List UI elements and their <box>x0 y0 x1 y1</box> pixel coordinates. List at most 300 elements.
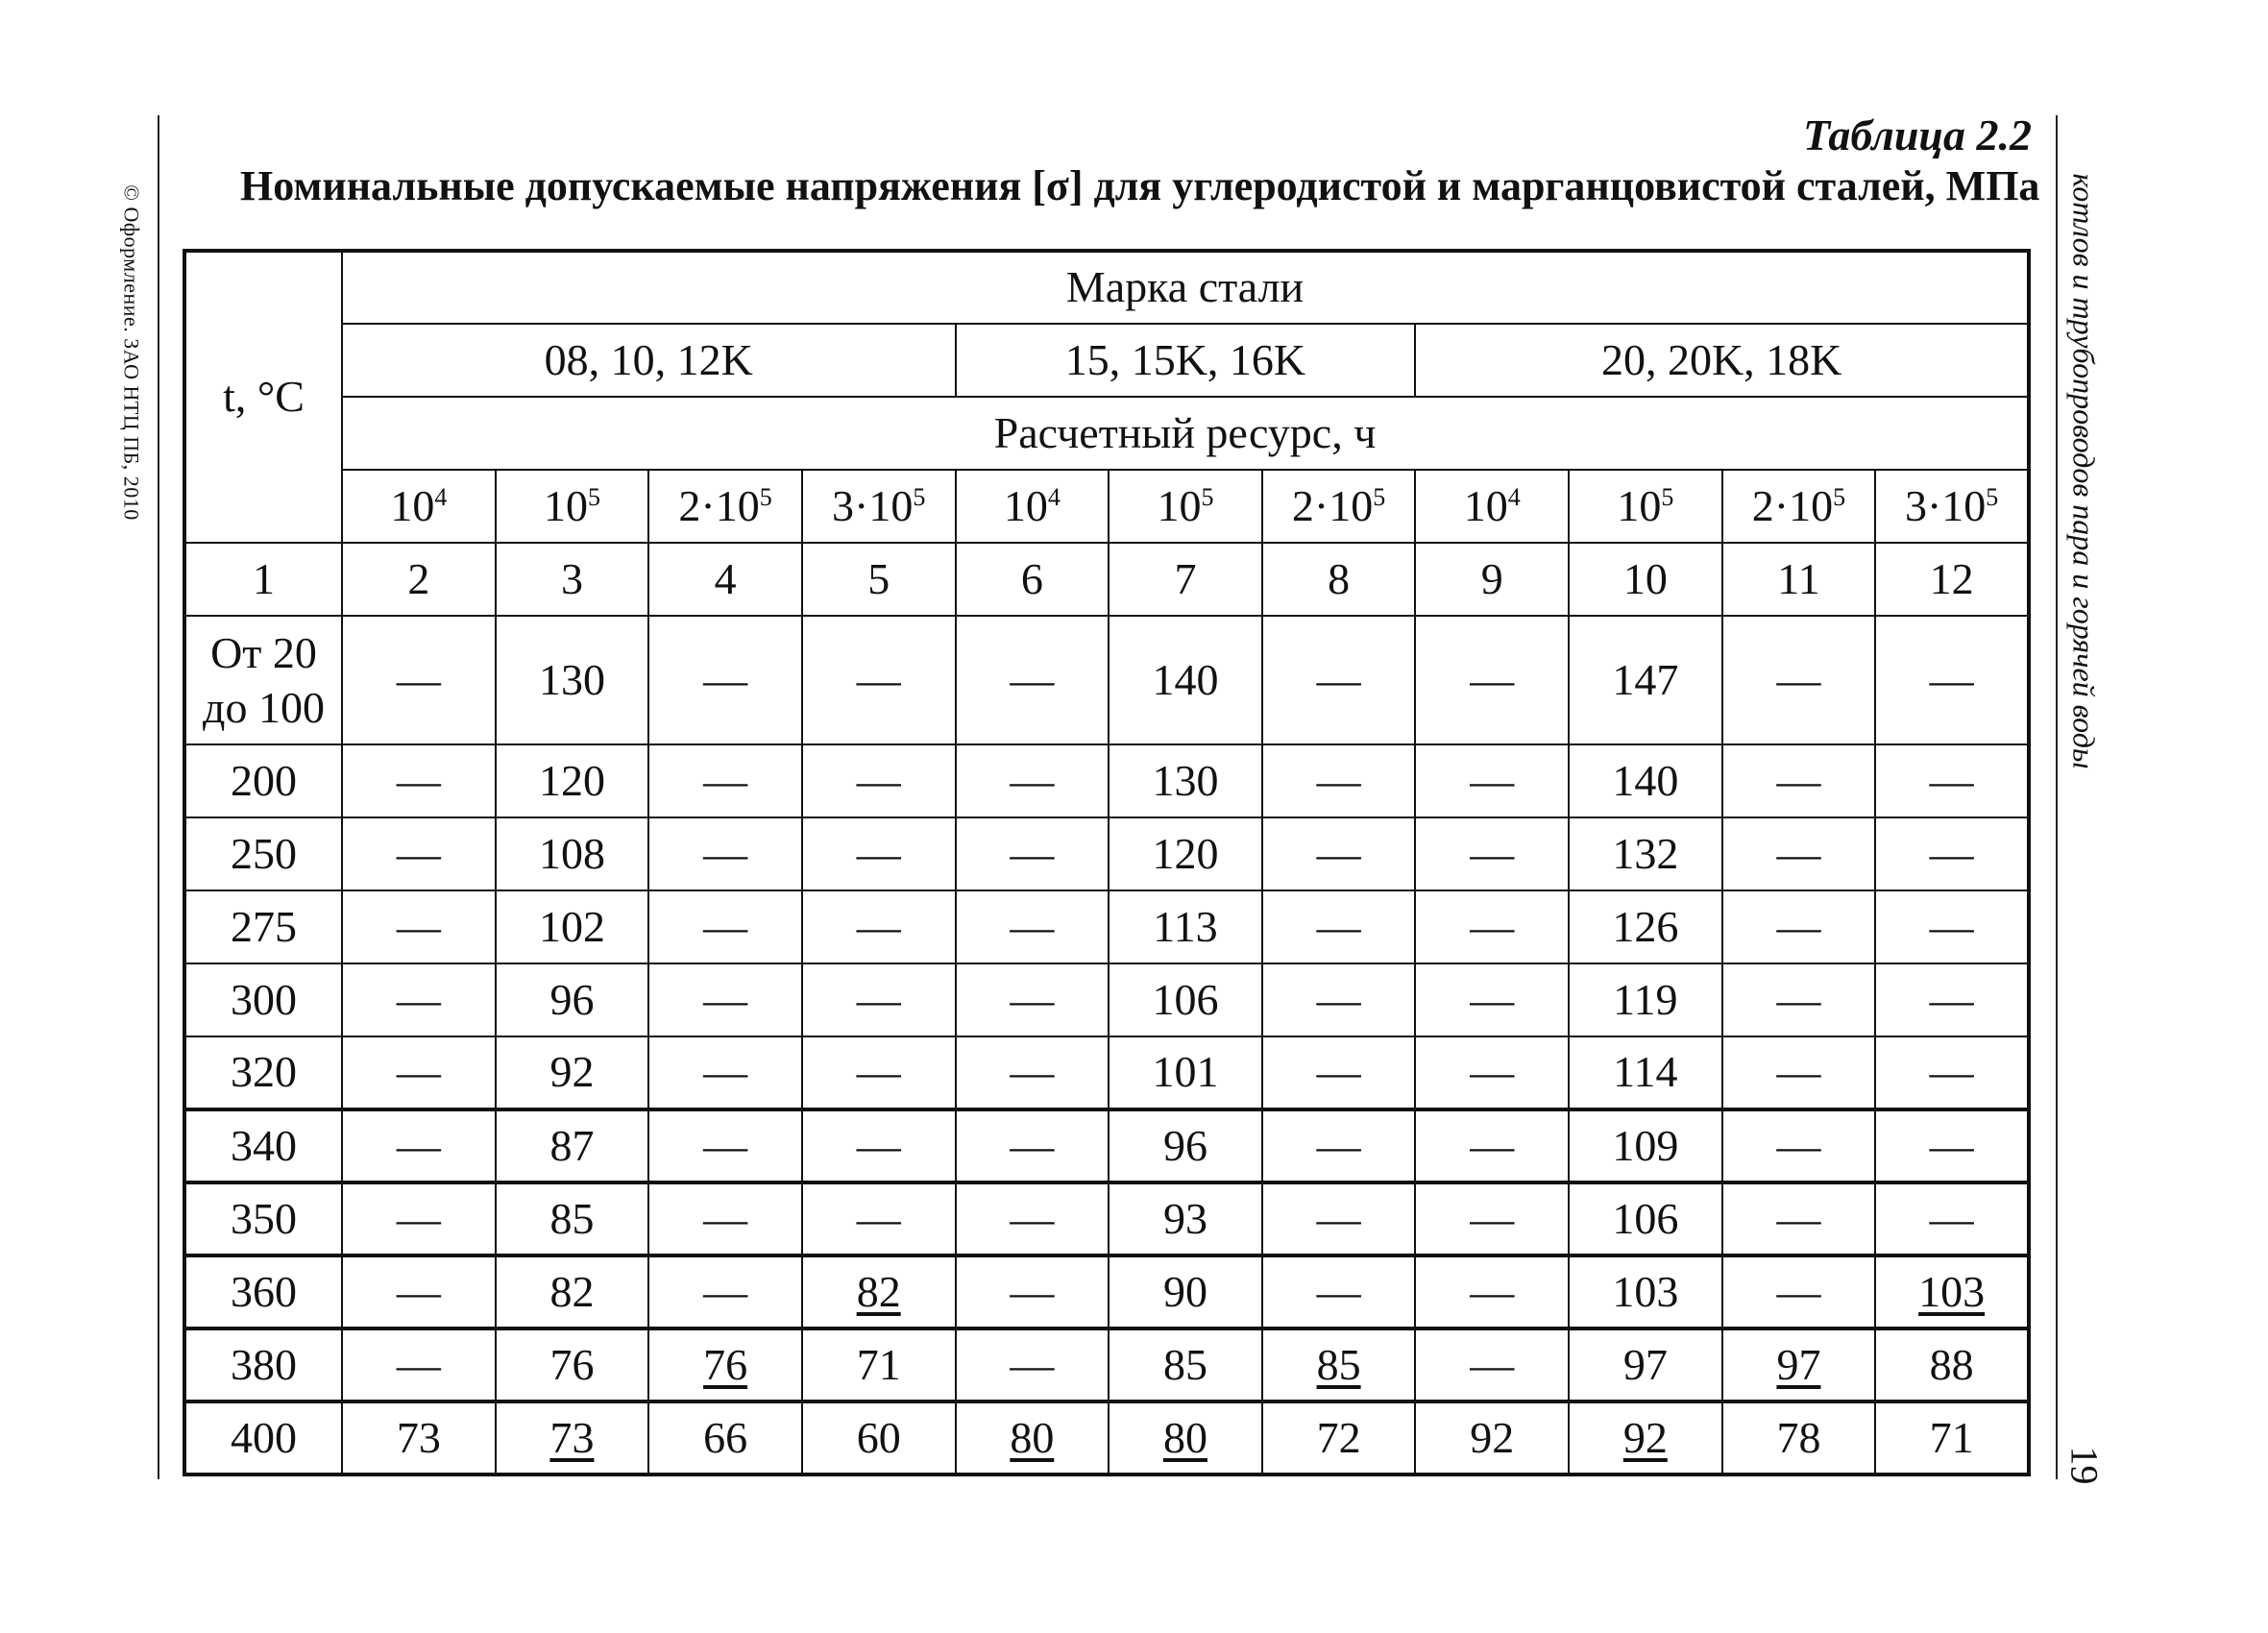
stress-value: 101 <box>1152 1047 1219 1097</box>
copyright-text: © Оформление. ЗАО НТЦ ПБ, 2010 <box>120 184 144 521</box>
stress-value-cell <box>1109 1182 1262 1255</box>
stress-value-cell <box>802 1401 956 1475</box>
table-row <box>184 1401 2029 1475</box>
column-number: 1 <box>184 543 342 616</box>
stress-value: 130 <box>1152 755 1219 805</box>
stress-value-cell <box>648 963 802 1036</box>
stress-value: — <box>856 1047 901 1097</box>
stress-value-cell <box>342 744 496 817</box>
stress-value: — <box>856 1193 901 1243</box>
stress-value: — <box>1010 654 1055 704</box>
temperature-cell: 200 <box>184 744 342 817</box>
stress-value-cell <box>1722 1255 1876 1328</box>
resource-base: 10 <box>1157 480 1202 530</box>
stress-value-cell <box>1722 1036 1876 1109</box>
stress-value-cell <box>648 890 802 963</box>
stress-value: 78 <box>1776 1412 1821 1462</box>
copyright-note <box>117 122 146 583</box>
stress-value-cell <box>802 616 956 744</box>
stress-value: — <box>1929 828 1974 878</box>
stress-value: 85 <box>549 1193 595 1243</box>
stress-value-cell <box>496 890 649 963</box>
stress-value-cell <box>1722 963 1876 1036</box>
stress-value-cell <box>648 1255 802 1328</box>
stress-value-cell <box>1262 817 1416 890</box>
stress-value-cell <box>802 963 956 1036</box>
stress-value: 126 <box>1612 901 1679 951</box>
stress-value-cell <box>802 1109 956 1182</box>
column-number: 8 <box>1262 543 1416 616</box>
stress-value: — <box>1776 1120 1821 1170</box>
resource-col-header <box>1875 470 2029 543</box>
stress-value: — <box>856 901 901 951</box>
stress-value-cell <box>1262 616 1416 744</box>
stress-value: — <box>1316 1193 1361 1243</box>
stress-value: 73 <box>396 1412 441 1462</box>
stress-value-cell <box>1262 1036 1416 1109</box>
resource-col-header <box>1722 470 1876 543</box>
resource-col-header <box>342 470 496 543</box>
temperature-cell: 275 <box>184 890 342 963</box>
stress-value: 76 <box>549 1339 595 1389</box>
stress-value: — <box>1316 828 1361 878</box>
stress-value: 132 <box>1612 828 1679 878</box>
stress-value-cell <box>342 963 496 1036</box>
table-title: Номинальные допускаемые напряжения [σ] для углеродистой и марганцовистой сталей, МПа <box>240 162 2040 209</box>
table-row <box>184 817 2029 890</box>
stress-value-cell <box>1262 1255 1416 1328</box>
left-margin-rule <box>158 115 159 1479</box>
table-row <box>184 744 2029 817</box>
stress-value-cell <box>956 1328 1110 1401</box>
column-number: 11 <box>1722 543 1876 616</box>
stress-value-cell <box>802 890 956 963</box>
stress-value-cell <box>1875 1328 2029 1401</box>
stress-value-cell <box>1722 890 1876 963</box>
stress-value: 120 <box>1152 828 1219 878</box>
resource-col-header <box>496 470 649 543</box>
stress-value: — <box>1010 1193 1055 1243</box>
stress-value-cell <box>802 1255 956 1328</box>
stress-value-cell <box>1722 616 1876 744</box>
stress-value: — <box>1470 755 1515 805</box>
stress-value-cell <box>496 1255 649 1328</box>
stress-value-cell <box>956 817 1110 890</box>
stress-value: — <box>703 755 748 805</box>
resource-col-header <box>1109 470 1262 543</box>
temperature-cell: 360 <box>184 1255 342 1328</box>
stress-value-cell <box>1109 1255 1262 1328</box>
stress-value-cell <box>1722 1182 1876 1255</box>
stress-value-cell <box>1875 744 2029 817</box>
stress-value-cell <box>496 616 649 744</box>
stress-value: — <box>856 654 901 704</box>
resource-exponent: 5 <box>1201 482 1214 511</box>
resource-col-header <box>1415 470 1569 543</box>
stress-value-cell <box>648 616 802 744</box>
stress-value: — <box>856 974 901 1024</box>
resource-base: 10 <box>1463 480 1508 530</box>
stress-value: 140 <box>1152 654 1219 704</box>
stress-value: 147 <box>1612 654 1679 704</box>
stress-value-cell <box>496 744 649 817</box>
stress-value: 97 <box>1622 1339 1668 1389</box>
stress-value-cell <box>648 1036 802 1109</box>
resource-base: 10 <box>1003 480 1048 530</box>
stress-value: 85 <box>1162 1339 1207 1389</box>
stress-table <box>183 249 2031 1476</box>
stress-value-cell <box>956 1401 1110 1475</box>
stress-value: 103 <box>1612 1266 1679 1316</box>
stress-value-cell <box>1109 963 1262 1036</box>
stress-value: — <box>1316 1120 1361 1170</box>
resource-col-header <box>648 470 802 543</box>
stress-value-cell <box>956 963 1110 1036</box>
stress-value: — <box>703 974 748 1024</box>
stress-value: 106 <box>1612 1193 1679 1243</box>
stress-value: — <box>856 828 901 878</box>
stress-value: — <box>1929 755 1974 805</box>
stress-value-cell <box>1262 1401 1416 1475</box>
stress-value-cell <box>1722 817 1876 890</box>
stress-value-cell <box>648 817 802 890</box>
stress-value: 85 <box>1316 1339 1361 1389</box>
stress-value: — <box>1010 828 1055 878</box>
stress-value-cell <box>1569 1182 1722 1255</box>
column-number: 2 <box>342 543 496 616</box>
stress-value-cell <box>956 1255 1110 1328</box>
stress-value: 109 <box>1612 1120 1679 1170</box>
stress-value: — <box>1470 1047 1515 1097</box>
stress-value: — <box>1776 1266 1821 1316</box>
stress-value-cell <box>802 817 956 890</box>
stress-value-cell <box>342 616 496 744</box>
stress-value: 106 <box>1152 974 1219 1024</box>
stress-value-cell <box>1569 616 1722 744</box>
stress-value: — <box>703 1266 748 1316</box>
stress-value-cell <box>1875 1182 2029 1255</box>
stress-value: — <box>1776 901 1821 951</box>
stress-value: — <box>396 654 441 704</box>
stress-value: — <box>1010 1120 1055 1170</box>
stress-value-cell <box>956 1036 1110 1109</box>
stress-value: 60 <box>856 1412 901 1462</box>
stress-value: 96 <box>549 974 595 1024</box>
stress-value-cell <box>1415 963 1569 1036</box>
stress-value: — <box>1776 1047 1821 1097</box>
stress-value-cell <box>496 1328 649 1401</box>
stress-value-cell <box>1875 1401 2029 1475</box>
stress-value-cell <box>1415 616 1569 744</box>
temperature-line: От 20 <box>210 627 317 677</box>
stress-value: 82 <box>856 1266 901 1316</box>
resource-col-header <box>802 470 956 543</box>
stress-value: — <box>1776 1193 1821 1243</box>
resource-base: 2·10 <box>1291 480 1374 530</box>
stress-value-cell <box>1875 817 2029 890</box>
stress-value: 92 <box>1622 1412 1668 1462</box>
stress-value-cell <box>342 1109 496 1182</box>
stress-value-cell <box>1415 1328 1569 1401</box>
table-row <box>184 1328 2029 1401</box>
stress-value: 93 <box>1162 1193 1207 1243</box>
resource-exponent: 5 <box>1986 482 1999 511</box>
resource-exponent: 5 <box>587 482 600 511</box>
stress-value: — <box>1316 755 1361 805</box>
stress-value: — <box>1929 1120 1974 1170</box>
stress-value: — <box>1010 1339 1055 1389</box>
stress-value-cell <box>342 1182 496 1255</box>
running-header <box>2063 115 2104 826</box>
stress-value: — <box>1010 1266 1055 1316</box>
table-row <box>184 1182 2029 1255</box>
stress-value-cell <box>956 616 1110 744</box>
stress-value: — <box>1316 654 1361 704</box>
stress-value-cell <box>496 1401 649 1475</box>
stress-value-cell <box>1722 1328 1876 1401</box>
stress-value-cell <box>1415 890 1569 963</box>
stress-value-cell <box>1569 1036 1722 1109</box>
stress-value: — <box>856 755 901 805</box>
stress-value: — <box>1929 654 1974 704</box>
page-number-text: 19 <box>2062 1446 2107 1484</box>
stress-value-cell <box>496 817 649 890</box>
stress-value-cell <box>1569 890 1722 963</box>
resource-exponent: 4 <box>1507 482 1521 511</box>
stress-value-cell <box>1262 1109 1416 1182</box>
stress-value-cell <box>1415 1109 1569 1182</box>
column-number: 7 <box>1109 543 1262 616</box>
resource-base: 10 <box>543 480 588 530</box>
stress-value-cell <box>1109 1109 1262 1182</box>
table-row <box>184 1036 2029 1109</box>
stress-value-cell <box>802 1182 956 1255</box>
stress-value: — <box>1470 974 1515 1024</box>
stress-value: 113 <box>1153 901 1218 951</box>
temperature-cell: 400 <box>184 1401 342 1475</box>
resource-col-header <box>1262 470 1416 543</box>
table-label: Таблица 2.2 <box>1802 110 2032 159</box>
stress-value-cell <box>1875 963 2029 1036</box>
stress-value-cell <box>1569 1328 1722 1401</box>
stress-value-cell <box>1109 744 1262 817</box>
stress-value-cell <box>1722 1109 1876 1182</box>
stress-value-cell <box>1722 744 1876 817</box>
temperature-cell: 250 <box>184 817 342 890</box>
temperature-line: до 100 <box>203 683 325 732</box>
stress-value-cell <box>496 1109 649 1182</box>
stress-value-cell <box>1875 890 2029 963</box>
stress-value-cell <box>1875 1255 2029 1328</box>
stress-value-cell <box>802 1328 956 1401</box>
steel-grade-header: Марка стали <box>342 251 2029 324</box>
stress-value: 130 <box>538 654 605 704</box>
stress-value-cell <box>342 890 496 963</box>
stress-value-cell <box>342 1255 496 1328</box>
table-row <box>184 1255 2029 1328</box>
temperature-cell: 380 <box>184 1328 342 1401</box>
stress-value-cell <box>648 1328 802 1401</box>
resource-exponent: 4 <box>434 482 448 511</box>
stress-value-cell <box>956 890 1110 963</box>
stress-value-cell <box>1569 1255 1722 1328</box>
resource-exponent: 5 <box>759 482 772 511</box>
stress-value: — <box>1010 1047 1055 1097</box>
stress-value-cell <box>1569 1109 1722 1182</box>
resource-col-header <box>956 470 1110 543</box>
resource-col-header <box>1569 470 1722 543</box>
stress-value-cell <box>1109 1328 1262 1401</box>
stress-value-cell <box>956 1109 1110 1182</box>
steel-group-header: 20, 20K, 18K <box>1415 324 2029 397</box>
resource-base: 3·10 <box>832 480 914 530</box>
stress-value: — <box>396 974 441 1024</box>
temperature-cell: 340 <box>184 1109 342 1182</box>
steel-group-header: 08, 10, 12K <box>342 324 956 397</box>
stress-value: — <box>1470 1193 1515 1243</box>
stress-value: — <box>1010 755 1055 805</box>
stress-value: 92 <box>549 1047 595 1097</box>
stress-value: 88 <box>1929 1339 1974 1389</box>
column-number: 10 <box>1569 543 1722 616</box>
stress-value: — <box>703 828 748 878</box>
stress-value: — <box>1316 1047 1361 1097</box>
resource-base: 2·10 <box>678 480 760 530</box>
stress-value: 80 <box>1010 1412 1055 1462</box>
stress-value-cell <box>342 817 496 890</box>
stress-value: — <box>1470 1339 1515 1389</box>
stress-value: — <box>703 901 748 951</box>
running-header-text: котлов и трубопроводов пара и горячей воды <box>2066 172 2102 769</box>
table-row <box>184 616 2029 744</box>
right-margin-rule <box>2056 115 2058 1479</box>
stress-value: 71 <box>856 1339 901 1389</box>
stress-value-cell <box>1262 890 1416 963</box>
resource-header: Расчетный ресурс, ч <box>342 397 2029 470</box>
stress-value: 72 <box>1316 1412 1361 1462</box>
stress-value: 82 <box>549 1266 595 1316</box>
column-number: 6 <box>956 543 1110 616</box>
t-header-cell <box>184 251 342 543</box>
stress-value-cell <box>1875 1036 2029 1109</box>
stress-value: — <box>396 1193 441 1243</box>
stress-value: — <box>703 1120 748 1170</box>
stress-value: 108 <box>538 828 605 878</box>
stress-value-cell <box>1415 1182 1569 1255</box>
stress-value: — <box>1929 1193 1974 1243</box>
stress-value-cell <box>648 1109 802 1182</box>
stress-value-cell <box>1415 1255 1569 1328</box>
stress-value: — <box>1929 1047 1974 1097</box>
stress-value-cell <box>1262 744 1416 817</box>
temperature-cell: 350 <box>184 1182 342 1255</box>
stress-value: — <box>396 755 441 805</box>
stress-value: — <box>703 654 748 704</box>
stress-value: 103 <box>1918 1266 1986 1316</box>
stress-value-cell <box>1875 1109 2029 1182</box>
temperature-cell: 320 <box>184 1036 342 1109</box>
stress-value-cell <box>496 1036 649 1109</box>
column-number: 3 <box>496 543 649 616</box>
resource-base: 10 <box>1617 480 1662 530</box>
stress-value-cell <box>1415 744 1569 817</box>
stress-value: — <box>1470 828 1515 878</box>
stress-value: — <box>396 1120 441 1170</box>
stress-value: 140 <box>1612 755 1679 805</box>
resource-exponent: 5 <box>1373 482 1386 511</box>
stress-value: — <box>1929 974 1974 1024</box>
stress-value: — <box>396 1339 441 1389</box>
column-number-row <box>184 543 2029 616</box>
stress-value: — <box>1776 974 1821 1024</box>
stress-value: 76 <box>703 1339 748 1389</box>
stress-value: 73 <box>549 1412 595 1462</box>
stress-value-cell <box>956 1182 1110 1255</box>
stress-value: — <box>1316 974 1361 1024</box>
stress-value-cell <box>802 1036 956 1109</box>
stress-value: 114 <box>1613 1047 1678 1097</box>
stress-value-cell <box>496 963 649 1036</box>
stress-value-cell <box>1262 1328 1416 1401</box>
table-row <box>184 1109 2029 1182</box>
stress-value-cell <box>342 1036 496 1109</box>
stress-value-cell <box>1569 963 1722 1036</box>
column-number: 5 <box>802 543 956 616</box>
stress-value: — <box>1776 654 1821 704</box>
stress-value: 119 <box>1613 974 1678 1024</box>
stress-value: 102 <box>538 901 605 951</box>
stress-value: — <box>1929 901 1974 951</box>
table-row <box>184 963 2029 1036</box>
stress-value-cell <box>1722 1401 1876 1475</box>
stress-value: — <box>703 1193 748 1243</box>
stress-value: 71 <box>1929 1412 1974 1462</box>
stress-value: 96 <box>1162 1120 1207 1170</box>
stress-value: 87 <box>549 1120 595 1170</box>
t-header-label: t, °C <box>223 372 305 422</box>
stress-value-cell <box>1569 744 1722 817</box>
stress-value-cell <box>1262 963 1416 1036</box>
stress-value-cell <box>1109 616 1262 744</box>
table-row <box>184 890 2029 963</box>
column-number: 12 <box>1875 543 2029 616</box>
stress-value: — <box>396 901 441 951</box>
stress-value-cell <box>648 744 802 817</box>
column-number: 9 <box>1415 543 1569 616</box>
resource-base: 2·10 <box>1751 480 1834 530</box>
temperature-cell: 300 <box>184 963 342 1036</box>
stress-value-cell <box>802 744 956 817</box>
stress-value: — <box>703 1047 748 1097</box>
stress-value-cell <box>1875 616 2029 744</box>
stress-value: — <box>1470 1266 1515 1316</box>
stress-value: 90 <box>1162 1266 1207 1316</box>
stress-value-cell <box>1569 1401 1722 1475</box>
stress-value: 92 <box>1470 1412 1515 1462</box>
stress-value-cell <box>1415 817 1569 890</box>
stress-value-cell <box>648 1401 802 1475</box>
stress-value-cell <box>1415 1401 1569 1475</box>
page-number <box>2062 1431 2107 1499</box>
stress-value: 66 <box>703 1412 748 1462</box>
resource-exponent: 5 <box>1661 482 1674 511</box>
stress-value: — <box>1470 654 1515 704</box>
stress-value: — <box>1470 1120 1515 1170</box>
resource-base: 10 <box>390 480 435 530</box>
column-number: 4 <box>648 543 802 616</box>
resource-exponent: 4 <box>1047 482 1061 511</box>
resource-base: 3·10 <box>1904 480 1987 530</box>
